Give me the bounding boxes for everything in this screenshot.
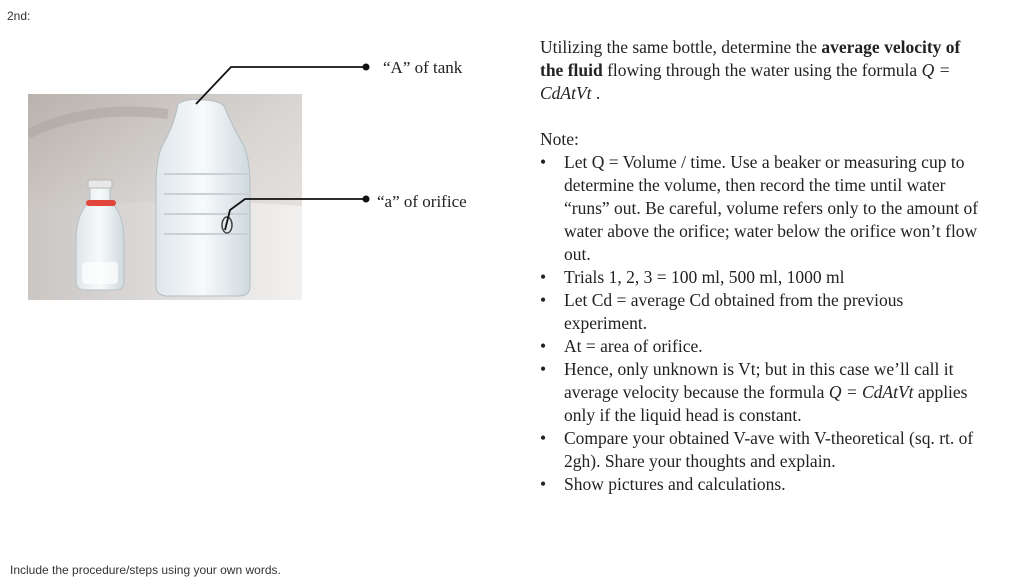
intro-middle: flowing through the water using the formula (602, 60, 922, 80)
list-item: • At = area of orifice. (564, 335, 980, 358)
hence-prefix: Hence, only unknown is Vt; but in this case we’ll call it average velocity because the formula (564, 359, 954, 402)
intro-bold: average velocity of the fluid (540, 37, 961, 80)
note-heading: Note: (540, 129, 579, 149)
list-item: • Compare your obtained V-ave with V-theoretical (sq. rt. of 2gh). Share your thoughts and explain. (564, 427, 980, 473)
hence-formula: Q = CdAtVt (828, 382, 914, 402)
footer-note: Include the procedure/steps using your own words. (10, 563, 281, 577)
instructions (540, 36, 980, 496)
intro-formula: Q = CdAtVt (540, 60, 951, 103)
list-item: • Trials 1, 2, 3 = 100 ml, 500 ml, 1000 ml (564, 266, 980, 289)
section-label: 2nd: (7, 9, 31, 23)
list-item (564, 358, 980, 427)
intro-paragraph (540, 36, 980, 105)
callout-tank-area: “A” of tank (383, 58, 463, 77)
intro-prefix: Utilizing the same bottle, determine the (540, 37, 822, 57)
callout-orifice-area: “a” of orifice (377, 192, 467, 211)
hence-suffix: applies only if the liquid head is constant. (564, 382, 968, 425)
list-item: • Let Q = Volume / time. Use a beaker or measuring cup to determine the volume, then record the time until water “runs” out. Be careful, volume refers only to the amount of water above the orifice; water below the orifice won’t flow out. (564, 151, 980, 266)
list-item: • Show pictures and calculations. (564, 473, 980, 496)
intro-suffix: . (591, 83, 601, 103)
notes-list (540, 151, 980, 496)
list-item: • Let Cd = average Cd obtained from the previous experiment. (564, 289, 980, 335)
